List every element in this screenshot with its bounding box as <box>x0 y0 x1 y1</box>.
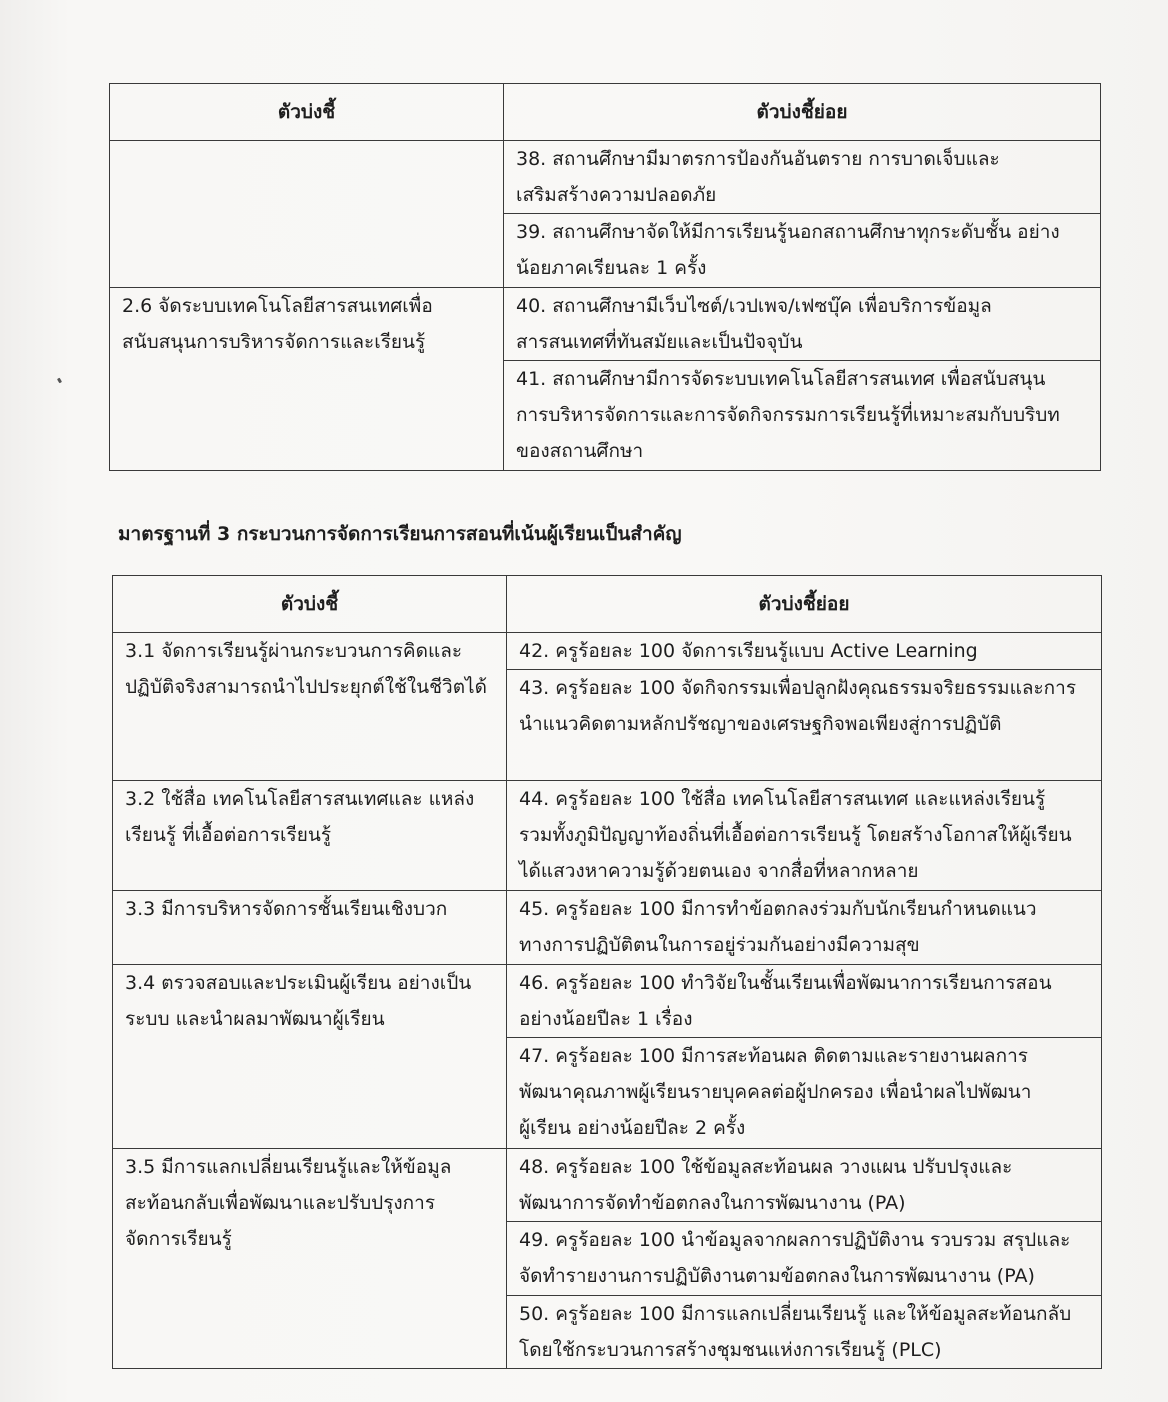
table-header-row <box>113 576 1102 633</box>
indicator-3-4: 3.4 ตรวจสอบและประเมินผู้เรียน อย่างเป็น ระบบ และนำผลมาพัฒนาผู้เรียน <box>125 972 472 1030</box>
sub-indicator-49: 49. ครูร้อยละ 100 นำข้อมูลจากผลการปฏิบัติงาน รวบรวม สรุปและ จัดทำรายงานการปฏิบัติงานตามข้อตกลงในการพัฒนางาน (PA) <box>519 1229 1071 1287</box>
sub-indicator-cell <box>507 781 1102 891</box>
sub-indicator-cell <box>507 1222 1102 1296</box>
table-row <box>113 781 1102 891</box>
sub-indicator-38: 38. สถานศึกษามีมาตรการป้องกันอันตราย การบาดเจ็บและ เสริมสร้างความปลอดภัย <box>516 148 1000 206</box>
indicator-2-6: 2.6 จัดระบบเทคโนโลยีสารสนเทศเพื่อ สนับสนุนการบริหารจัดการและเรียนรู้ <box>122 295 433 353</box>
sub-indicator-cell <box>504 214 1101 288</box>
indicator-cell <box>113 633 507 781</box>
table-row <box>110 141 1101 214</box>
indicator-cell <box>110 141 504 288</box>
header-sub-indicator: ตัวบ่งชี้ย่อย <box>507 576 1102 633</box>
sub-indicator-cell <box>507 891 1102 965</box>
standard-3-heading: มาตรฐานที่ 3 กระบวนการจัดการเรียนการสอนที่เน้นผู้เรียนเป็นสำคัญ <box>118 523 682 545</box>
indicator-cell <box>113 1149 507 1369</box>
sub-indicator-41: 41. สถานศึกษามีการจัดระบบเทคโนโลยีสารสนเทศ เพื่อสนับสนุน การบริหารจัดการและการจัดกิจกรรมการเรียนรู้ที่เหมาะสมกับบริบท ของสถานศึกษา <box>516 368 1060 462</box>
sub-indicator-cell <box>507 1296 1102 1369</box>
indicator-cell <box>110 288 504 471</box>
sub-indicator-47: 47. ครูร้อยละ 100 มีการสะท้อนผล ติดตามและรายงานผลการ พัฒนาคุณภาพผู้เรียนรายบุคคลต่อผู้ปกครอง เพื่อนำผลไปพัฒนา ผู้เรียน อย่างน้อยปีละ 2 ครั้ง <box>519 1045 1032 1139</box>
sub-indicator-39: 39. สถานศึกษาจัดให้มีการเรียนรู้นอกสถานศึกษาทุกระดับชั้น อย่าง น้อยภาคเรียนละ 1 ครั้ง <box>516 221 1060 279</box>
table-row <box>113 633 1102 670</box>
table-row <box>113 1149 1102 1222</box>
table-row <box>113 965 1102 1038</box>
sub-indicator-cell <box>507 1038 1102 1149</box>
sub-indicator-cell <box>504 361 1101 471</box>
sub-indicator-46: 46. ครูร้อยละ 100 ทำวิจัยในชั้นเรียนเพื่อพัฒนาการเรียนการสอน อย่างน้อยปีละ 1 เรื่อง <box>519 972 1052 1030</box>
sub-indicator-cell <box>504 141 1101 214</box>
indicator-3-1: 3.1 จัดการเรียนรู้ผ่านกระบวนการคิดและ ปฏิบัติจริงสามารถนำไปประยุกต์ใช้ในชีวิตได้ <box>125 640 487 698</box>
indicator-3-3: 3.3 มีการบริหารจัดการชั้นเรียนเชิงบวก <box>125 898 448 920</box>
sub-indicator-cell <box>507 633 1102 670</box>
sub-indicator-43: 43. ครูร้อยละ 100 จัดกิจกรรมเพื่อปลูกฝังคุณธรรมจริยธรรมและการ นำแนวคิดตามหลักปรัชญาของเศรษฐกิจพอเพียงสู่การปฏิบัติ <box>519 677 1077 735</box>
sub-indicator-40: 40. สถานศึกษามีเว็บไซต์/เวปเพจ/เฟซบุ๊ค เพื่อบริการข้อมูล สารสนเทศที่ทันสมัยและเป็นปัจจุบัน <box>516 295 992 353</box>
sub-indicator-cell <box>504 288 1101 361</box>
sub-indicator-42: 42. ครูร้อยละ 100 จัดการเรียนรู้แบบ Active Learning <box>519 640 978 662</box>
table-row <box>110 288 1101 361</box>
table-row <box>113 891 1102 965</box>
indicator-3-2: 3.2 ใช้สื่อ เทคโนโลยีสารสนเทศและ แหล่ง เรียนรู้ ที่เอื้อต่อการเรียนรู้ <box>125 788 475 846</box>
indicator-table-standard-3 <box>112 575 1102 1369</box>
indicator-cell <box>113 781 507 891</box>
indicator-cell <box>113 965 507 1149</box>
sub-indicator-44: 44. ครูร้อยละ 100 ใช้สื่อ เทคโนโลยีสารสนเทศ และแหล่งเรียนรู้ รวมทั้งภูมิปัญญาท้องถิ่นที่เอื้อต่อการเรียนรู้ โดยสร้างโอกาสให้ผู้เรียน ได้แสวงหาความรู้ด้วยตนเอง จากสื่อที่หลากหลาย <box>519 788 1072 882</box>
sub-indicator-48: 48. ครูร้อยละ 100 ใช้ข้อมูลสะท้อนผล วางแผน ปรับปรุงและ พัฒนาการจัดทำข้อตกลงในการพัฒนางาน (PA) <box>519 1156 1013 1214</box>
sub-indicator-cell <box>507 1149 1102 1222</box>
indicator-3-5: 3.5 มีการแลกเปลี่ยนเรียนรู้และให้ข้อมูล สะท้อนกลับเพื่อพัฒนาและปรับปรุงการ จัดการเรียนรู้ <box>125 1156 452 1250</box>
sub-indicator-50: 50. ครูร้อยละ 100 มีการแลกเปลี่ยนเรียนรู้ และให้ข้อมูลสะท้อนกลับ โดยใช้กระบวนการสร้างชุมชนแห่งการเรียนรู้ (PLC) <box>519 1303 1072 1361</box>
sub-indicator-cell <box>507 965 1102 1038</box>
header-indicator: ตัวบ่งชี้ <box>110 84 504 141</box>
sub-indicator-cell <box>507 670 1102 781</box>
table-header-row <box>110 84 1101 141</box>
header-indicator: ตัวบ่งชี้ <box>113 576 507 633</box>
sub-indicator-45: 45. ครูร้อยละ 100 มีการทำข้อตกลงร่วมกับนักเรียนกำหนดแนว ทางการปฏิบัติตนในการอยู่ร่วมกันอย่างมีความสุข <box>519 898 1037 956</box>
scan-speck <box>57 378 62 384</box>
indicator-cell <box>113 891 507 965</box>
indicator-table-standard-2 <box>109 83 1101 471</box>
header-sub-indicator: ตัวบ่งชี้ย่อย <box>504 84 1101 141</box>
